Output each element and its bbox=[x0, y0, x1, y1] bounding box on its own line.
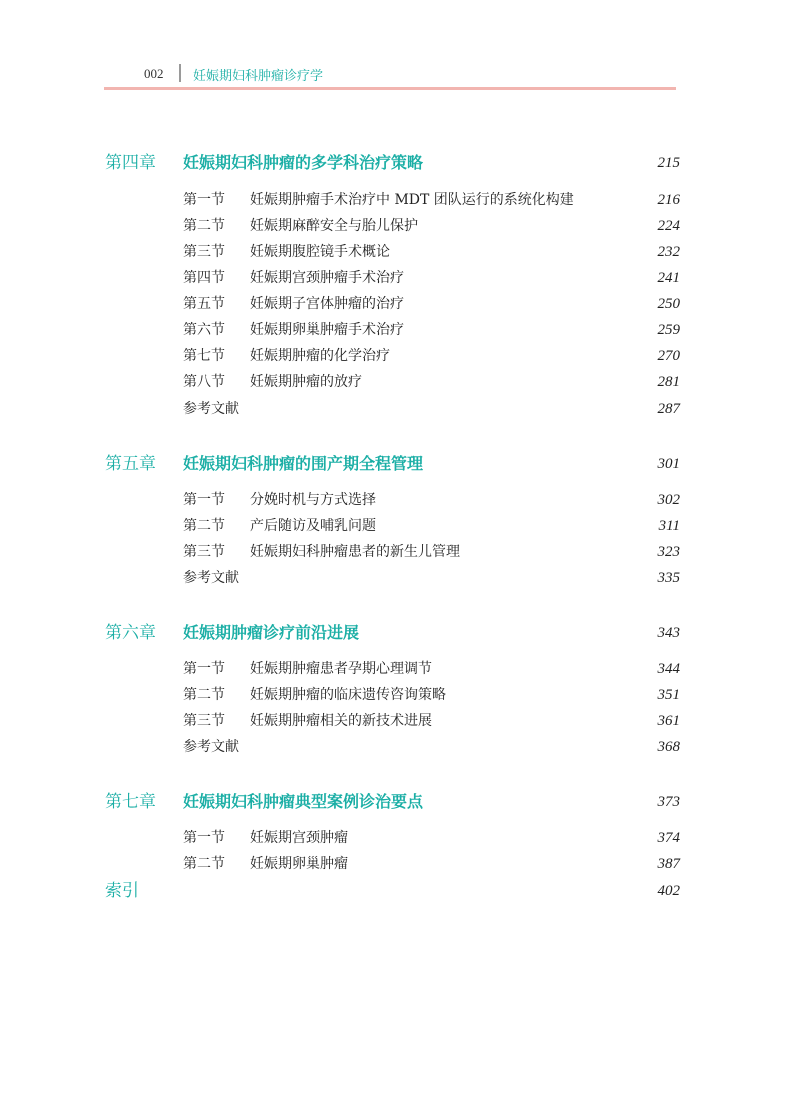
section-page: 387 bbox=[657, 856, 680, 872]
section-title: 产后随访及哺乳问题 bbox=[250, 518, 376, 534]
page-header bbox=[0, 0, 800, 100]
section-number: 第五节 bbox=[183, 296, 225, 312]
toc-section[interactable] bbox=[0, 291, 800, 317]
toc-section[interactable] bbox=[0, 656, 800, 682]
chapter-number: 第五章 bbox=[105, 454, 156, 474]
references-title: 参考文献 bbox=[183, 401, 239, 417]
chapter-title: 妊娠期妇科肿瘤典型案例诊治要点 bbox=[183, 792, 424, 811]
chapter-title: 妊娠期妇科肿瘤的围产期全程管理 bbox=[183, 454, 424, 473]
section-number: 第六节 bbox=[183, 322, 225, 338]
running-book-title: 妊娠期妇科肿瘤诊疗学 bbox=[193, 69, 324, 84]
section-page: 311 bbox=[658, 518, 680, 534]
toc-section[interactable] bbox=[0, 265, 800, 291]
toc-section[interactable] bbox=[0, 682, 800, 708]
section-page: 270 bbox=[657, 348, 680, 364]
chapter-number: 第四章 bbox=[105, 153, 156, 173]
chapter-title: 妊娠期妇科肿瘤的多学科治疗策略 bbox=[183, 153, 424, 172]
section-title: 妊娠期卵巢肿瘤手术治疗 bbox=[250, 322, 404, 338]
chapter-page: 301 bbox=[657, 456, 680, 472]
toc-references[interactable] bbox=[0, 396, 800, 422]
chapter-page: 343 bbox=[657, 625, 680, 641]
section-number: 第二节 bbox=[183, 687, 225, 703]
section-title: 妊娠期卵巢肿瘤 bbox=[250, 856, 348, 872]
index-page: 402 bbox=[657, 883, 680, 899]
section-title: 妊娠期妇科肿瘤患者的新生儿管理 bbox=[250, 544, 460, 560]
references-title: 参考文献 bbox=[183, 570, 239, 586]
header-separator bbox=[179, 64, 181, 82]
toc-references[interactable] bbox=[0, 734, 800, 760]
section-page: 323 bbox=[657, 544, 680, 560]
section-page: 241 bbox=[657, 270, 680, 286]
section-number: 第一节 bbox=[183, 192, 225, 208]
section-title: 妊娠期宫颈肿瘤 bbox=[250, 830, 348, 846]
section-page: 259 bbox=[657, 322, 680, 338]
section-page: 344 bbox=[657, 661, 680, 677]
section-number: 第三节 bbox=[183, 544, 225, 560]
section-page: 232 bbox=[657, 244, 680, 260]
toc-section[interactable] bbox=[0, 343, 800, 369]
chapter-page: 373 bbox=[657, 794, 680, 810]
toc-section[interactable] bbox=[0, 369, 800, 395]
references-page: 368 bbox=[657, 739, 680, 755]
section-page: 302 bbox=[657, 492, 680, 508]
chapter-number: 第六章 bbox=[105, 623, 156, 643]
section-page: 374 bbox=[657, 830, 680, 846]
section-page: 361 bbox=[657, 713, 680, 729]
section-title: 妊娠期肿瘤的化学治疗 bbox=[250, 348, 390, 364]
page-number: 002 bbox=[144, 66, 164, 81]
toc-chapter[interactable] bbox=[0, 620, 800, 646]
toc-section[interactable] bbox=[0, 317, 800, 343]
references-title: 参考文献 bbox=[183, 739, 239, 755]
section-number: 第一节 bbox=[183, 830, 225, 846]
section-page: 224 bbox=[657, 218, 680, 234]
section-page: 351 bbox=[657, 687, 680, 703]
section-title: 分娩时机与方式选择 bbox=[250, 492, 376, 508]
toc-chapter[interactable] bbox=[0, 150, 800, 176]
section-number: 第三节 bbox=[183, 244, 225, 260]
toc-index[interactable] bbox=[0, 878, 800, 904]
section-number: 第二节 bbox=[183, 218, 225, 234]
chapter-title: 妊娠期肿瘤诊疗前沿进展 bbox=[183, 623, 360, 642]
references-page: 335 bbox=[657, 570, 680, 586]
section-title: 妊娠期肿瘤相关的新技术进展 bbox=[250, 713, 432, 729]
toc-section[interactable] bbox=[0, 239, 800, 265]
header-rule bbox=[104, 87, 676, 90]
section-title: 妊娠期腹腔镜手术概论 bbox=[250, 244, 390, 260]
section-title: 妊娠期麻醉安全与胎儿保护 bbox=[250, 218, 418, 234]
section-page: 250 bbox=[657, 296, 680, 312]
toc-section[interactable] bbox=[0, 708, 800, 734]
toc-section[interactable] bbox=[0, 825, 800, 851]
toc-section[interactable] bbox=[0, 851, 800, 877]
section-page: 281 bbox=[657, 374, 680, 390]
toc-section[interactable] bbox=[0, 539, 800, 565]
toc-section[interactable] bbox=[0, 513, 800, 539]
toc-chapter[interactable] bbox=[0, 451, 800, 477]
section-number: 第七节 bbox=[183, 348, 225, 364]
references-page: 287 bbox=[657, 401, 680, 417]
section-number: 第八节 bbox=[183, 374, 225, 390]
chapter-page: 215 bbox=[657, 155, 680, 171]
chapter-number: 第七章 bbox=[105, 792, 156, 812]
toc-section[interactable] bbox=[0, 187, 800, 213]
section-number: 第二节 bbox=[183, 518, 225, 534]
section-title: 妊娠期肿瘤的放疗 bbox=[250, 374, 362, 390]
toc-chapter[interactable] bbox=[0, 789, 800, 815]
section-number: 第一节 bbox=[183, 492, 225, 508]
section-number: 第二节 bbox=[183, 856, 225, 872]
section-page: 216 bbox=[657, 192, 680, 208]
section-number: 第四节 bbox=[183, 270, 225, 286]
toc-references[interactable] bbox=[0, 565, 800, 591]
section-title: 妊娠期肿瘤手术治疗中 MDT 团队运行的系统化构建 bbox=[250, 192, 574, 208]
section-number: 第三节 bbox=[183, 713, 225, 729]
section-title: 妊娠期子宫体肿瘤的治疗 bbox=[250, 296, 404, 312]
section-title: 妊娠期肿瘤患者孕期心理调节 bbox=[250, 661, 432, 677]
section-title: 妊娠期宫颈肿瘤手术治疗 bbox=[250, 270, 404, 286]
section-number: 第一节 bbox=[183, 661, 225, 677]
section-title: 妊娠期肿瘤的临床遗传咨询策略 bbox=[250, 687, 446, 703]
toc-section[interactable] bbox=[0, 487, 800, 513]
toc-section[interactable] bbox=[0, 213, 800, 239]
index-title: 索引 bbox=[105, 881, 139, 901]
